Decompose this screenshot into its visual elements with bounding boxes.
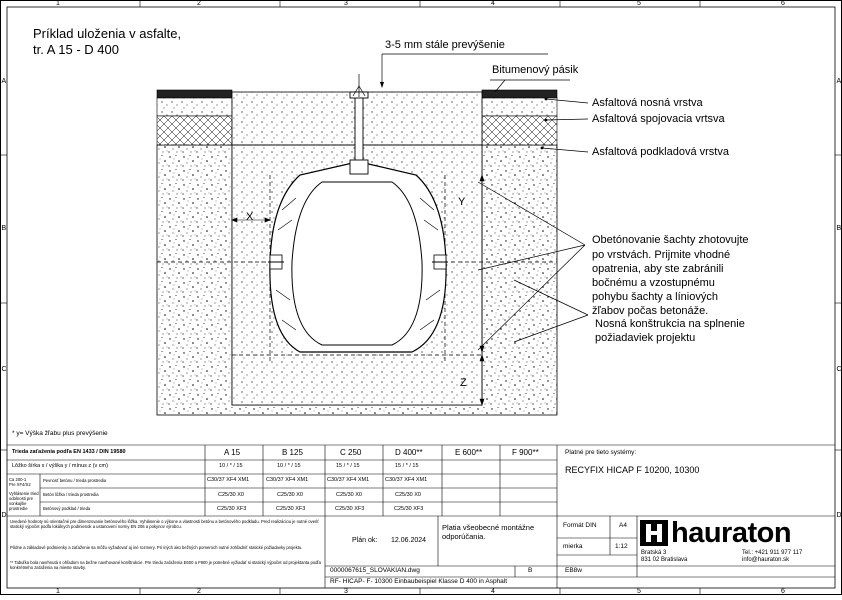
side-label-a: Ca 200-1 — [9, 477, 27, 482]
scale-label: mierka — [563, 543, 583, 550]
grid-col-6: 6 — [781, 0, 785, 7]
grid-col-3-bottom: 3 — [344, 588, 348, 595]
base-d400: C25/30 XF3 — [394, 506, 424, 512]
revision: B — [528, 567, 533, 574]
channel-inner — [292, 182, 422, 345]
class-b125: B 125 — [282, 448, 303, 457]
bitumen-right — [482, 90, 557, 98]
footnote: * y= Výška žľabu plus prevýšenie — [12, 430, 108, 437]
callout-asphalt-base: Asfaltová nosná vrstva — [592, 97, 703, 109]
validity-note: Platia všeobecné montážne odporúčania. — [442, 523, 535, 541]
side-label-b: Pre XF4/S2 — [9, 482, 31, 487]
grid-col-2-bottom: 2 — [197, 588, 201, 595]
grid-col-4-bottom: 4 — [491, 588, 495, 595]
callout-concrete-5: pohybu šachty a líniových — [592, 291, 718, 303]
author: EB8w — [565, 567, 582, 574]
grid-col-6-bottom: 6 — [781, 588, 785, 595]
class-a15: A 15 — [224, 448, 241, 457]
conc-a15: C30/37 XF4 XM1 — [207, 477, 250, 483]
grid-row-b: B — [1, 225, 7, 232]
grid-row-b-right: B — [836, 225, 842, 232]
grid-row-d-right: D — [836, 512, 842, 519]
grid-col-1: 1 — [56, 0, 60, 7]
grid-col-5: 5 — [637, 0, 641, 7]
description: RF- HICAP- F- 10300 Einbaubeispiel Klasse D 400 in Asphalt — [330, 578, 508, 585]
base-b125: C25/30 XF3 — [276, 506, 306, 512]
dwg-filename: 0000067615_SLOVAKIAN.dwg — [330, 567, 420, 574]
asphalt-binder-left — [157, 116, 232, 145]
bedc-b125: C25/30 X0 — [277, 492, 303, 498]
bed-a15: 10 / * / 15 — [219, 463, 243, 469]
grid-col-3: 3 — [344, 0, 348, 7]
grid-col-5-bottom: 5 — [637, 588, 641, 595]
conc-d400: C30/37 XF4 XM1 — [385, 477, 428, 483]
grid-col-1-bottom: 1 — [56, 588, 60, 595]
bitumen-left — [157, 90, 232, 98]
slot-stem — [355, 94, 363, 169]
bed-c250: 15 / * / 15 — [336, 463, 360, 469]
table-bed-label: Lôžko šírka x / výška y / mínus z (v cm) — [12, 463, 108, 469]
plan-date: 12.06.2024 — [391, 537, 427, 544]
email: info@hauraton.sk — [742, 557, 790, 563]
asphalt-base-left — [157, 98, 232, 116]
callout-concrete-6: žľabov počas betonáže. — [592, 305, 709, 317]
class-c250: C 250 — [340, 448, 362, 457]
base-a15: C25/30 XF3 — [217, 506, 247, 512]
note-2: Pôdne a základové podmienky a zaťaženie sa môžu vyžadovať aj iné rozmery. Pri iných ako bežných pomeroch nutné zohľadniť statické požiadavky projektu. — [10, 545, 303, 550]
plan-label: Plán ok: — [352, 537, 378, 544]
systems-label: Platné pre tieto systémy: — [565, 449, 637, 456]
callout-concrete-1: Obetónovanie šachty zhotovujte — [592, 234, 749, 246]
grid-col-2: 2 — [197, 0, 201, 7]
callout-elevation: 3-5 mm stále prevýšenie — [385, 39, 505, 51]
format-label: Formát DIN — [563, 522, 597, 529]
dim-z-label: Z — [460, 377, 467, 389]
grid-row-a: A — [1, 78, 7, 85]
callout-asphalt-binder: Asfaltová spojovacia vrtsva — [592, 113, 725, 125]
phone: Tel.: +421 911 977 117 — [742, 550, 803, 556]
table-row3-label: Betón lôžka / trieda prostredia — [43, 492, 99, 497]
callout-concrete-3: opatrenia, aby ste zabránili — [592, 263, 724, 275]
bedc-d400: C25/30 X0 — [395, 492, 421, 498]
callout-concrete-4: bočnému a vzostupnému — [592, 277, 715, 289]
grid-row-c-right: C — [836, 366, 842, 373]
note-3: ** Tabuľka bola navrhnutá s ohľadom na bežne navrhované konštrukcie. Pre triedu zaťaženia E600 a F900 je potrebné vyžiadať si statický výpočet od projektanta podľa konkrétneho zaťaženia na mieste stavby. — [10, 560, 321, 570]
dim-y-label: Y — [458, 196, 466, 208]
bedc-a15: C25/30 X0 — [218, 492, 244, 498]
side-label-c: Vyhlásenie tried odolnosti pre vonkajšie prostredie — [9, 491, 39, 511]
base-c250: C25/30 XF3 — [335, 506, 365, 512]
conc-c250: C30/37 XF4 XM1 — [327, 477, 370, 483]
callout-asphalt-sub: Asfaltová podkladová vrstva — [592, 146, 729, 158]
grid-col-4: 4 — [491, 0, 495, 7]
hauraton-logo-mark — [640, 520, 668, 546]
note-1: Uvedené hodnoty sú orientačné pre dimenzovanie betónového lôžka. Vyhlásenie o výkone a vlastnosti betónu a betónového podkladu. Pred realizáciou je nutné overiť statický výpočet podľa lokálnych podmienok a ustanovení normy EN 206 a pokynov výrobcu. — [10, 519, 319, 529]
callout-bitumen: Bitumenový pásik — [492, 64, 579, 76]
grid-row-d: D — [1, 512, 7, 519]
callout-structure-1: Nosná konštrukcia na splnenie — [595, 318, 745, 330]
conc-b125: C30/37 XF4 XM1 — [266, 477, 309, 483]
company-logo: hauraton — [671, 517, 792, 549]
grid-row-c: C — [1, 366, 7, 373]
bed-d400: 15 / * / 15 — [395, 463, 419, 469]
dim-x-label: X — [246, 211, 254, 223]
bed-b125: 10 / * / 15 — [277, 463, 301, 469]
format-value: A4 — [619, 522, 627, 529]
table-row2-label: Pevnosť betónu / trieda prostredia — [43, 478, 107, 483]
callout-structure-2: požiadaviek projektu — [595, 332, 696, 344]
table-load-class-label: Trieda zaťaženia podľa EN 1433 / DIN 19580 — [12, 449, 126, 455]
address-line1: Bratská 3 — [641, 550, 667, 556]
drawing-title-line1: Príklad uloženia v asfalte, — [33, 26, 182, 41]
scale-value: 1:12 — [615, 543, 628, 550]
callout-concrete-2: po vrstvách. Prijmite vhodné — [592, 249, 731, 261]
class-e600: E 600** — [455, 448, 483, 457]
bedc-c250: C25/30 X0 — [336, 492, 362, 498]
slot-foot — [350, 160, 368, 174]
drawing-title-line2: tr. A 15 - D 400 — [33, 42, 119, 57]
class-d400: D 400** — [395, 448, 423, 457]
asphalt-base-right — [482, 98, 557, 116]
address-line2: 831 02 Bratislava — [641, 557, 688, 563]
table-row4-label: Betónový podklad / trieda — [43, 506, 91, 511]
systems-value: RECYFIX HICAP F 10200, 10300 — [565, 465, 700, 475]
class-f900: F 900** — [512, 448, 539, 457]
grid-row-a-right: A — [836, 78, 842, 85]
